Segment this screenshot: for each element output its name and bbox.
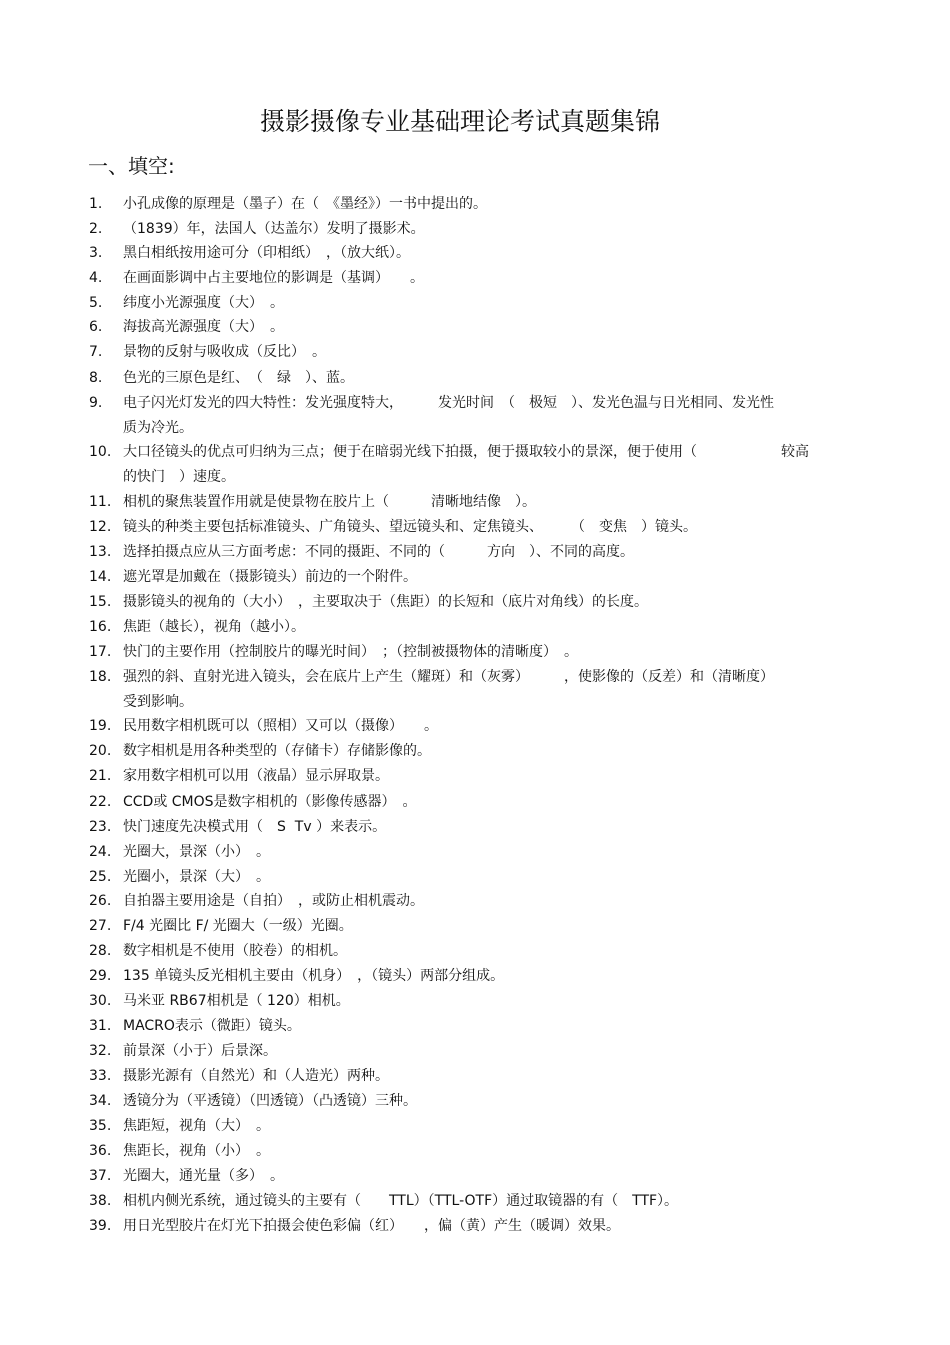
item-number: 7. — [89, 344, 103, 360]
item-number: 35. — [89, 1118, 112, 1134]
item-text: 相机的聚焦装置作用就是使景物在胶片上（ 清晰地结像 ）。 — [123, 494, 536, 510]
item-number: 39. — [89, 1218, 112, 1234]
item-text: 纬度小光源强度（大） 。 — [123, 295, 284, 311]
item-number: 21. — [89, 768, 112, 784]
item-number: 36. — [89, 1143, 112, 1159]
item-number: 38. — [89, 1193, 112, 1209]
item-text: MACRO表示（微距）镜头。 — [123, 1018, 301, 1034]
item-text: 快门的主要作用（控制胶片的曝光时间） ；（控制被摄物体的清晰度） 。 — [123, 644, 578, 660]
page-title: 摄影摄像专业基础理论考试真题集锦 — [259, 107, 660, 136]
item-number: 6. — [89, 319, 103, 335]
item-text: 135 单镜头反光相机主要由（机身） ，（镜头）两部分组成。 — [123, 968, 505, 984]
item-number: 1. — [89, 196, 103, 212]
item-text: 焦距短，视角（大） 。 — [123, 1118, 270, 1134]
item-text: 自拍器主要用途是（自拍） ，或防止相机震动。 — [123, 893, 424, 909]
item-number: 14. — [89, 569, 112, 585]
item-text: 焦距（越长），视角（越小）。 — [123, 619, 305, 635]
item-number: 13. — [89, 544, 112, 560]
item-text: 强烈的斜、直射光进入镜头，会在底片上产生（耀斑）和（灰雾） ，使影像的（反差）和（清晰度） 受到影响。 — [123, 669, 774, 710]
item-text: 家用数字相机可以用（液晶）显示屏取景。 — [123, 768, 389, 784]
item-number: 19. — [89, 718, 112, 734]
item-text: 海拔高光源强度（大） 。 — [123, 319, 284, 335]
item-text: 马米亚 RB67相机是（ 120）相机。 — [123, 993, 350, 1009]
item-number: 17. — [89, 644, 112, 660]
item-number: 26. — [89, 893, 112, 909]
item-text: 用日光型胶片在灯光下拍摄会使色彩偏（红） ，偏（黄）产生（暖调）效果。 — [123, 1218, 620, 1234]
item-number: 15. — [89, 594, 112, 610]
item-number: 12. — [89, 519, 112, 535]
item-number: 9. — [89, 395, 103, 411]
item-text: 光圈大，通光量（多） 。 — [123, 1168, 284, 1184]
item-text: 色光的三原色是红、 （ 绿 ）、蓝。 — [123, 370, 354, 386]
item-number: 16. — [89, 619, 112, 635]
item-text: 民用数字相机既可以（照相）又可以（摄像） 。 — [123, 718, 438, 734]
item-number: 27. — [89, 918, 112, 934]
item-number: 24. — [89, 844, 112, 860]
item-text: 电子闪光灯发光的四大特性：发光强度特大， 发光时间 （ 极短 ）、发光色温与日光相同、发光性 质为冷光。 — [123, 395, 774, 436]
item-number: 34. — [89, 1093, 112, 1109]
item-text: 镜头的种类主要包括标准镜头、广角镜头、望远镜头和、定焦镜头、 （ 变焦 ）镜头。 — [123, 519, 697, 535]
item-text: 光圈大，景深（小） 。 — [123, 844, 270, 860]
item-text: 光圈小，景深（大） 。 — [123, 869, 270, 885]
item-text: 焦距长，视角（小） 。 — [123, 1143, 270, 1159]
item-number: 37. — [89, 1168, 112, 1184]
item-text: 遮光罩是加戴在（摄影镜头）前边的一个附件。 — [123, 569, 417, 585]
item-text: 选择拍摄点应从三方面考虑：不同的摄距、不同的（ 方向 ）、不同的高度。 — [123, 544, 634, 560]
item-number: 22. — [89, 794, 112, 810]
item-number: 18. — [89, 669, 112, 685]
item-text: 透镜分为（平透镜）（凹透镜）（凸透镜）三种。 — [123, 1093, 417, 1109]
item-number: 28. — [89, 943, 112, 959]
item-number: 4. — [89, 270, 103, 286]
item-number: 3. — [89, 245, 103, 261]
item-text: 小孔成像的原理是（墨子）在（ 《墨经》）一书中提出的。 — [123, 196, 487, 212]
item-text: 数字相机是不使用（胶卷）的相机。 — [123, 943, 347, 959]
item-text: 相机内侧光系统，通过镜头的主要有（ TTL）（TTL-OTF）通过取镜器的有（ TTF）。 — [123, 1193, 679, 1209]
item-number: 33. — [89, 1068, 112, 1084]
item-number: 32. — [89, 1043, 112, 1059]
item-text: 快门速度先决模式用（ S Tv ）来表示。 — [123, 819, 387, 835]
item-text: F/4 光圈比 F/ 光圈大（一级）光圈。 — [123, 918, 353, 934]
section-heading: 一、填空: — [88, 154, 175, 178]
item-number: 8. — [89, 370, 103, 386]
item-text: CCD或 CMOS是数字相机的（影像传感器） 。 — [123, 794, 417, 810]
item-number: 10. — [89, 444, 112, 460]
item-text: 在画面影调中占主要地位的影调是（基调） 。 — [123, 270, 424, 286]
item-text: 景物的反射与吸收成（反比） 。 — [123, 344, 326, 360]
item-number: 23. — [89, 819, 112, 835]
item-number: 30. — [89, 993, 112, 1009]
item-text: 大口径镜头的优点可归纳为三点；便于在暗弱光线下拍摄，便于摄取较小的景深，便于使用（ 较高 的快门 ）速度。 — [123, 444, 809, 485]
item-number: 31. — [89, 1018, 112, 1034]
item-number: 11. — [89, 494, 112, 510]
item-text: 摄影光源有（自然光）和（人造光）两种。 — [123, 1068, 389, 1084]
item-number: 2. — [89, 221, 103, 237]
item-text: 前景深（小于）后景深。 — [123, 1043, 277, 1059]
item-number: 25. — [89, 869, 112, 885]
item-text: 摄影镜头的视角的（大小） ，主要取决于（焦距）的长短和（底片对角线）的长度。 — [123, 594, 648, 610]
item-text: 黑白相纸按用途可分（印相纸） ，（放大纸）。 — [123, 245, 410, 261]
item-text: （1839）年，法国人（达盖尔）发明了摄影术。 — [123, 221, 425, 237]
item-number: 20. — [89, 743, 112, 759]
item-number: 29. — [89, 968, 112, 984]
item-text: 数字相机是用各种类型的（存储卡）存储影像的。 — [123, 743, 431, 759]
item-number: 5. — [89, 295, 103, 311]
